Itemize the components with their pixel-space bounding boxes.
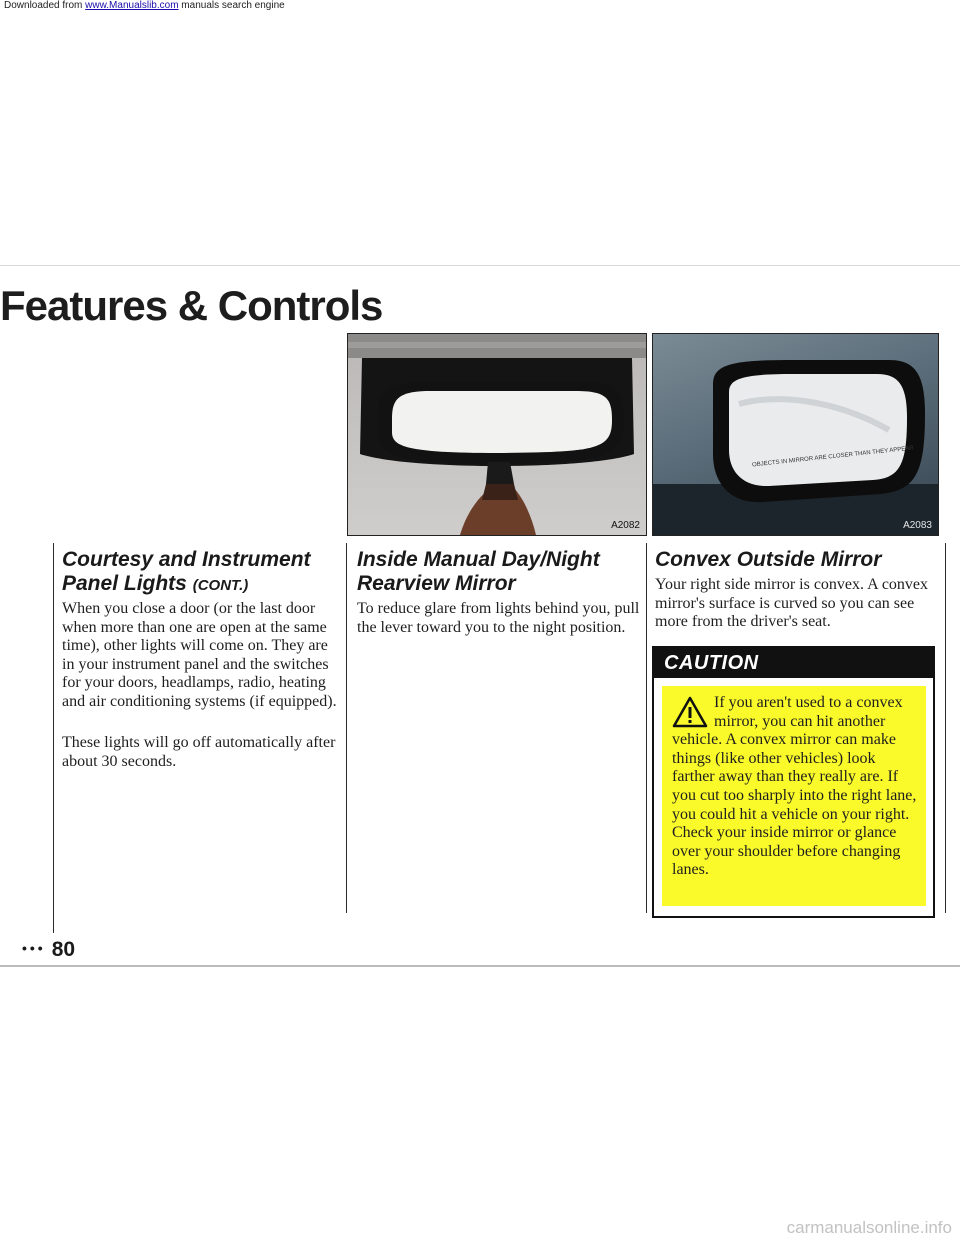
caution-body [662, 686, 926, 906]
watermark: carmanualsonline.info [786, 1218, 952, 1237]
rearview-mirror-illustration [348, 334, 646, 535]
download-header [4, 0, 285, 11]
rearview-mirror-paragraph: To reduce glare from lights behind you, pull the lever toward you to the night position. [357, 600, 640, 636]
rearview-mirror-photo [347, 333, 647, 536]
download-prefix: Downloaded from [4, 0, 86, 11]
column-rule-middle [346, 543, 347, 913]
manualslib-link[interactable]: www.Manualslib.com [85, 0, 179, 11]
caution-text: If you aren't used to a convex mirror, you can hit another vehicle. A convex mirror can make things (like other vehicles) look farther away than they really are. If you cut too sharply into the right lane, you could hit a vehicle on your right. Check your inside mirror or glance over your shoulder before changing lanes. [672, 694, 917, 879]
page-number-dots: ••• [22, 940, 46, 956]
convex-mirror-heading: Convex Outside Mirror [655, 548, 882, 571]
rearview-mirror-heading: Inside Manual Day/Night Rearview Mirror [357, 548, 600, 595]
courtesy-lights-heading [62, 548, 342, 598]
column-rule-far-right [945, 543, 946, 913]
side-mirror-photo-label: A2083 [903, 520, 932, 531]
column-rule-left [53, 543, 54, 933]
caution-label: CAUTION [654, 648, 933, 678]
header-divider [0, 265, 960, 266]
rearview-photo-label: A2082 [611, 520, 640, 531]
continued-label: (CONT.) [192, 577, 249, 594]
courtesy-lights-paragraph-2: These lights will go off automatically after about 30 seconds. [62, 734, 336, 770]
courtesy-lights-heading-text: Courtesy and Instrument Panel Lights [62, 548, 311, 595]
convex-mirror-paragraph: Your right side mirror is convex. A convex mirror's surface is curved so you can see more from the driver's seat. [655, 576, 929, 630]
warning-triangle-icon [672, 696, 708, 728]
page-title: Features & Controls [0, 282, 383, 329]
page-number-value: 80 [51, 938, 76, 961]
caution-box [652, 646, 935, 918]
page-number [22, 938, 75, 962]
side-mirror-photo [652, 333, 939, 536]
mirror-warning-text: OBJECTS IN MIRROR ARE CLOSER THAN THEY APPEAR [751, 445, 914, 469]
download-suffix: manuals search engine [178, 0, 285, 11]
side-mirror-illustration [653, 334, 938, 535]
courtesy-lights-paragraph-1: When you close a door (or the last door when more than one are open at the same time), other lights will come on. They are in your instrument panel and the switches for your doors, headlamps, radio, heating and air conditioning systems (if equipped). [62, 600, 337, 710]
footer-divider [0, 965, 960, 967]
column-rule-right [646, 543, 647, 913]
